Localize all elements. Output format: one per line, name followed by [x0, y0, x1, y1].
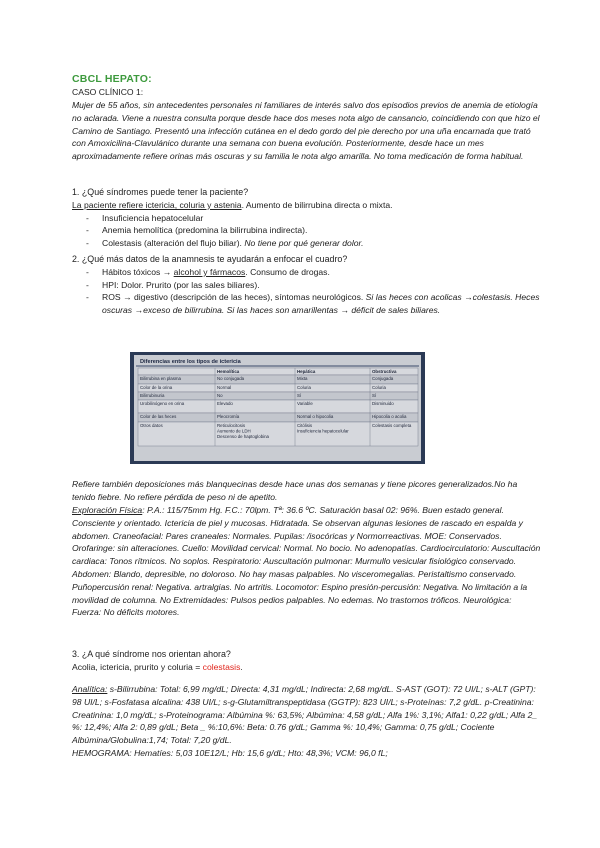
- question-1-lead-underlined: La paciente refiere ictericia, coluria y astenia: [72, 199, 242, 210]
- question-1-lead-rest: . Aumento de bilirrubina directa o mixta.: [241, 199, 393, 210]
- table-cell: Colestasis completa: [372, 423, 412, 429]
- list-item: [72, 224, 542, 237]
- list-item-underlined: alcohol y fármacos: [173, 266, 246, 277]
- list-item: [72, 291, 542, 317]
- table-cell: Mixta: [297, 376, 308, 382]
- table-cell: Elevado: [217, 401, 233, 407]
- table-cell: Otros datos: [140, 423, 163, 429]
- question-1-lead: [72, 199, 542, 212]
- table-cell: Coluria: [297, 385, 311, 391]
- answer-end: .: [240, 661, 243, 672]
- answer-highlight: colestasis: [202, 661, 241, 672]
- table-cell: Sí: [297, 393, 302, 399]
- table-cell: Hipocolia o acolia: [372, 414, 407, 420]
- table-cell: Disminuido: [372, 401, 394, 407]
- question-3-title: 3. ¿A qué síndrome nos orientan ahora?: [72, 649, 231, 659]
- hemogram-label: HEMOGRAMA:: [72, 747, 132, 758]
- question-2: [72, 253, 542, 317]
- physical-exam: [72, 504, 542, 619]
- list-item: [72, 266, 542, 279]
- answer-text: Acolia, ictericia, prurito y coluria =: [72, 661, 203, 672]
- table-cell: No: [217, 393, 223, 399]
- table-header-cell: Obstructiva: [372, 369, 397, 375]
- table-title: Diferencias entre los tipos de ictericia: [140, 359, 241, 365]
- table-cell: Color de la orina: [140, 385, 173, 391]
- table-cell: Coluria: [372, 385, 386, 391]
- list-item-text: Insuficiencia hepatocelular: [102, 212, 204, 223]
- question-1: [72, 186, 542, 250]
- question-1-list: [72, 212, 542, 250]
- list-item-note: Si las heces con acolicas →colestasis. Heces oscuras →exceso de bilirrubina. Si las haces son amarillentas → déficit de sales biliares.: [102, 292, 540, 316]
- paragraph-symptoms: Refiere también deposiciones más blanquecinas desde hace unas dos semanas y tiene picores generalizados.No ha tenido fiebre. No refiere pérdida de peso ni de apetito.: [72, 479, 518, 502]
- document-heading: CBCL HEPATO:: [72, 73, 152, 85]
- physical-exam-label: Exploración Física: [72, 505, 143, 515]
- list-item: [72, 237, 542, 250]
- table-cell: Sí: [372, 393, 377, 399]
- case-intro: Mujer de 55 años, sin antecedentes personales ni familiares de interés salvo dos episodios previos de anemia de etiología no aclarada. Viene a nuestra consulta porque desde hace dos meses nota algo de cansancio, coincidiendo con que hizo el Camino de Santiago. Presentó una infección cutánea en el dedo gordo del pie derecho por una uña encarnada que trató con Amoxicilina-Clavulánico durante una semana con buena evolución. Posteriormente, desde hace un mes aproximadamente refiere orinas más oscuras y su familia le nota algo amarilla. No toma medicación de forma habitual.: [72, 100, 540, 162]
- hemogram-text: Hematíes: 5,03 10E12/L; Hb: 15,6 g/dL; Hto: 48,3%; VCM: 96,0 fL;: [131, 747, 388, 758]
- table-cell: Citólisis Insuficiencia hepatocelular: [297, 423, 349, 434]
- list-item-text: ROS → digestivo (descripción de las heces), síntomas neurológicos.: [102, 292, 364, 303]
- table-header-cell: Hepática: [297, 369, 316, 375]
- physical-exam-text: : P.A.: 115/75mm Hg. F.C.: 70lpm. Tª: 36.6 ºC. Saturación basal 02: 96%. Buen estado general. Consciente y orientado. Ictericia de piel y mucosas. Hidratada. Se observan algunas lesiones de rascado en espalda y abdomen. Craneofacial: Pares craneales: Normales. Pupilas: /isocóricas y Normorreactivas. MOE: Conservados. Orofaringe: sin alteraciones. Cuello: Movilidad cervical: Normal. No bocio. No adenopatías. Cardiocirculatorio: Auscultación cardiaca: Tonos rítmicos. No soplos. Respiratorio: Auscultación pulmonar: Murmullo vesicular fisiológico conservado. Abdomen: Blando, depresible, no doloroso. No hay masas palpables. No visceromegalias. Peristaltismo conservado. Puñopercusión renal: Negativa. artralgias. No artritis. Locomotor: Espino presión-percusión: Negativa. No limitación a la movilidad de columna. No Extremidades: Pulsos pedios palpables. No edemas. No trastornos tróficos. Neurológica: Fuerza: No déficits motores.: [72, 505, 541, 618]
- list-item-text: Hábitos tóxicos →: [102, 266, 174, 277]
- list-item: [72, 279, 542, 292]
- list-item-note: No tiene por qué generar dolor.: [241, 238, 364, 249]
- lab-results: [72, 683, 542, 760]
- list-item-text: Anemia hemolítica (predomina la bilirrubina indirecta).: [102, 225, 308, 236]
- list-item-text: Colestasis (alteración del flujo biliar).: [102, 238, 242, 249]
- question-2-list: [72, 266, 542, 317]
- question-1-title: 1. ¿Qué síndromes puede tener la paciente?: [72, 187, 249, 197]
- table-cell: Variable: [297, 401, 313, 407]
- table-cell: Reticulocitosis Aumento de LDH Descenso de haptoglobina: [217, 423, 269, 439]
- case-label: CASO CLÍNICO 1:: [72, 87, 144, 97]
- table-header-cell: Hemolítica: [217, 369, 240, 375]
- list-item-text-end: . Consumo de drogas.: [245, 266, 330, 277]
- table-cell: Bilirrubinuria: [140, 393, 165, 399]
- list-item: [72, 212, 542, 225]
- table-cell: No conjugada: [217, 376, 245, 382]
- jaundice-table-photo: [130, 352, 425, 464]
- list-item-text: HPI: Dolor. Prurito (por las sales biliares).: [102, 279, 260, 290]
- lab-results-label: Analítica:: [72, 684, 108, 694]
- table-cell: Urobilinógeno en orina: [140, 401, 185, 407]
- question-2-title: 2. ¿Qué más datos de la anamnesis te ayudarán a enfocar el cuadro?: [72, 254, 348, 264]
- table-cell: Normal: [217, 385, 232, 391]
- table-cell: Normal o hipocolia: [297, 414, 334, 420]
- lab-results-text: s-Bilirrubina: Total: 6,99 mg/dL; Directa: 4,31 mg/dL; Indirecta: 2,68 mg/dL. S-AST (GOT): 72 UI/L; s-ALT (GPT): 98 UI/L; s-Fosfatasa alcalina: 438 UI/L; s-g-Glutamiltranspeptidasa (GGTP): 823 UI/L; s-Proteínas: 7,2 g/dL. p-Creatinina: Creatinina: 1,0 mg/dL; s-Proteinograma: Albúmina %: 63,5%; Albúmina: 4,58 g/dL; Alfa 1%: 3,1%; Alfa1: 0,22 g/dL; Alfa 2_ %: 12,4%; Alfa 2: 0,89 g/dL; Beta _ %:10,6%: Beta: 0.76 g/dL; Gamma %: 10,4%; Gamma: 0,75 g/dL; Cociente Albúmina/Globulina:1,74; Total: 7,20 g/dL.: [72, 684, 538, 746]
- table-cell: Conjugada: [372, 376, 394, 382]
- table-cell: Pleocromía: [217, 414, 240, 420]
- question-3-answer: [72, 661, 542, 674]
- question-3: [72, 648, 542, 674]
- table-cell: Bilirrubina en plasma: [140, 376, 181, 382]
- table-cell: Color de las heces: [140, 414, 177, 420]
